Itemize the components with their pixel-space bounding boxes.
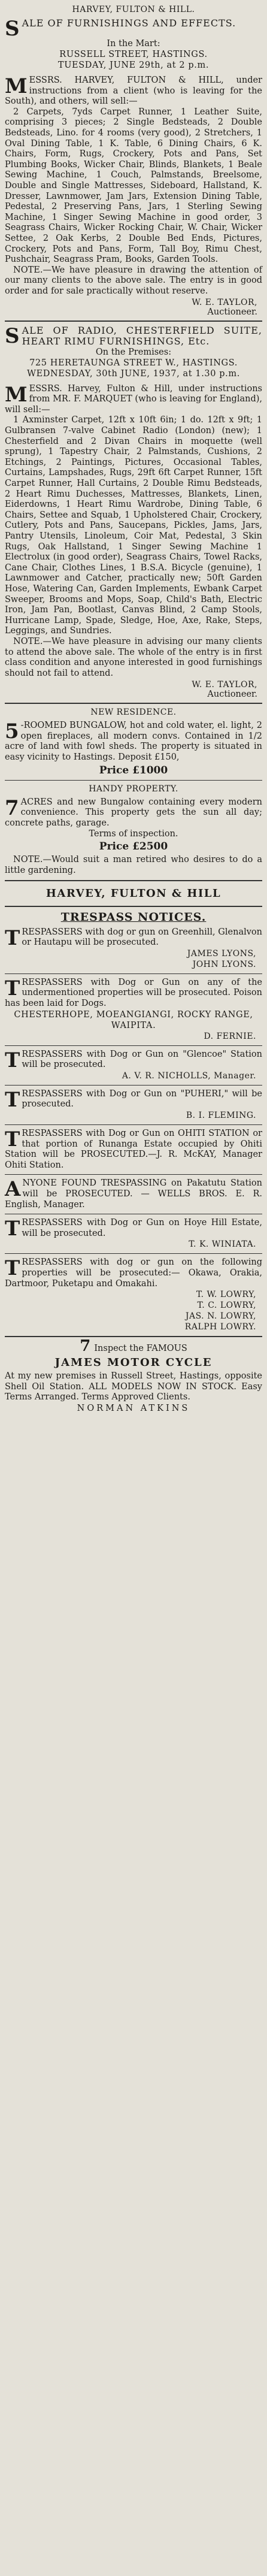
divider	[5, 703, 262, 704]
auction-ad-heretaunga-street	[5, 325, 262, 699]
drop-cap: T	[5, 1087, 20, 1112]
property-note: NOTE.—Would suit a man retired who desires to do a little gardening.	[5, 855, 262, 876]
divider	[5, 880, 262, 881]
drop-cap: M	[5, 74, 28, 98]
property-ad-handy	[5, 784, 262, 876]
divider	[5, 1085, 262, 1086]
sale-intro: M ESSRS. HARVEY, FULTON & HILL, under instructions from a client (who is leaving for the South), and others, will sell:—	[5, 74, 262, 107]
divider	[5, 906, 262, 907]
sale-items: 2 Carpets, 7yds Carpet Runner, 1 Leather Suite, comprising 3 pieces; 2 Single Bedsteads, 2 Double Bedsteads, Lino. for 4 rooms (very good), 2 Stretchers, 1 Oval Dining Table, 1 K. Table, 6 Dining Chairs, 6 K. Chairs, Form, Rugs, Crockery, Pots and Pans, Set Plumbing Books, Wicker Chair, Blinds, Blankets, 1 Beale Sewing Machine, 1 Couch, Palmstands, Breelsome, Double and Single Mattresses, Sideboard, Hallstand, K. Dresser, Lawnmower, Jam Jars, Extension Dining Table, Pedestal, 2 Preserving Pans, Jars, 1 Sterling Sewing Machine, 1 Singer Sewing Machine in good order, 3 Seagrass Chairs, Wicker Rocking Chair, W. Chair, Wicker Settee, 2 Oak Kerbs, 2 Double Bed Ends, Pictures, Crockery, Pots and Pans, Form, Tall Boy, Rimu Chest, Pushchair, Seagrass Pram, Books, Garden Tools.	[5, 107, 262, 265]
venue-address: RUSSELL STREET, HASTINGS.	[59, 50, 208, 59]
auctioneer-role: Auctioneer.	[207, 307, 257, 318]
sale-items: 1 Axminster Carpet, 12ft x 10ft 6in; 1 do. 12ft x 9ft; 1 Gulbransen 7-valve Cabinet Radio (London) (new); 1 Chesterfield and 2 Divan Chairs in moquette (well sprung), 1 Tapestry Chair, 2 Palmstands, Cushions, 2 Etchings, 2 Paintings, Pictures, Occasional Tables, Curtains, Lampshades, Rugs, 29ft 6ft Carpet Runner, 15ft Carpet Runner, Hall Curtains, 2 Double Rimu Bedsteads, 2 Heart Rimu Duchesses, Mattresses, Blankets, Linen, Eiderdowns, 1 Heart Rimu Wardrobe, Dining Table, 6 Chairs, Settee and Squab, 1 Upholstered Chair, Crockery, Cutlery, Pots and Pans, Saucepans, Pickles, Jams, Jars, Pantry Utensils, Linoleum, Coir Mat, Pedestal, 3 Skin Rugs, Oak Hallstand, 1 Singer Sewing Machine 1 Electrolux (in good order), Seagrass Chairs, Towel Racks, Cane Chair, Clothes Lines, 1 B.S.A. Bicycle (genuine), 1 Lawnmower and Catcher, practically new; 50ft Garden Hose, Watering Can, Garden Implements, Ewbank Carpet Sweeper, Brooms and Mops, Soap, Child's Bath, Electric Iron, Jam Pan, Bootlast, Canvas Blind, 2 Camp Stools, Hurricane Lamp, Spade, Sledge, Hoe, Axe, Rake, Steps, Leggings, and Sundries.	[5, 415, 262, 636]
sale-heading: S ALE OF FURNISHINGS AND EFFECTS.	[5, 17, 236, 41]
venue-address: 725 HERETAUNGA STREET W., HASTINGS.	[29, 358, 238, 368]
drop-cap: T	[5, 1127, 20, 1151]
divider	[5, 1336, 262, 1337]
motorcycle-ad	[5, 1337, 262, 1414]
notice-name: A. V. R. NICHOLLS, Manager.	[122, 1071, 256, 1081]
auctioneer-signature: W. E. TAYLOR,	[192, 298, 257, 308]
sale-intro: M ESSRS. Harvey, Fulton & Hill, under instructions from MR. F. MARQUET (who is leaving for England), will sell:—	[5, 382, 262, 415]
sale-note: NOTE.—We have pleasure in drawing the attention of our many clients to the above sale. The entry is in good order and for sale practically without reserve.	[5, 265, 262, 296]
trespass-notice: TRESPASSERS with Dog or Gun on OHITI STATION or that portion of Runanga Estate occupied by Ohiti Station will be PROSECUTED.—J. R. McKAY, Manager Ohiti Station.	[5, 1127, 262, 1170]
newspaper-column	[5, 0, 262, 1414]
drop-cap: M	[5, 382, 28, 407]
venue-label: In the Mart:	[107, 39, 160, 49]
trespass-notice: TRESPASSERS with Dog or Gun on "Glencoe" Station will be prosecuted. A. V. R. NICHOLLS, Manager.	[5, 1048, 262, 1081]
divider	[5, 780, 262, 781]
divider	[5, 1124, 262, 1125]
trespass-notices	[5, 911, 262, 1332]
drop-cap: 7	[5, 796, 19, 820]
auction-ad-russell-street	[5, 5, 262, 317]
property-price: Price £1000	[99, 764, 168, 776]
drop-cap: T	[5, 1048, 20, 1072]
notice-name: T. W. LOWRY,	[196, 1290, 256, 1300]
trespass-notice: TRESPASSERS with dog or gun on Greenhill, Glenalvon or Hautapu will be prosecuted. JAMES LYONS, JOHN LYONS.	[5, 926, 262, 969]
property-price: Price £2500	[99, 840, 168, 853]
ad-body: At my new premises in Russell Street, Hastings, opposite Shell Oil Station. ALL MODELS NOW IN STOCK. Easy Terms Arranged. Terms Approved Clients.	[5, 1371, 262, 1402]
property-ad-residence	[5, 708, 262, 776]
property-terms: Terms of inspection.	[89, 829, 178, 839]
auctioneer-role: Auctioneer.	[207, 690, 257, 700]
notice-name: JOHN LYONS.	[192, 959, 256, 969]
sale-date: TUESDAY, JUNE 29th, at 2 p.m.	[57, 61, 210, 70]
drop-cap: 7	[80, 1337, 91, 1356]
divider	[5, 1174, 262, 1175]
sale-heading: S ALE OF RADIO, CHESTERFIELD SUITE, HEART RIMU FURNISHINGS, Etc.	[5, 324, 262, 349]
divider	[5, 321, 262, 322]
divider	[5, 1045, 262, 1046]
drop-cap: A	[5, 1177, 21, 1202]
divider	[5, 1253, 262, 1254]
drop-cap: T	[5, 1256, 20, 1281]
property-title: HANDY PROPERTY.	[89, 784, 178, 794]
trespass-notice: TRESPASSERS with Dog or Gun on Hoye Hill Estate, will be prosecuted. T. K. WINIATA.	[5, 1217, 262, 1250]
notice-places: CHESTERHOPE, MOEANGIANGI, ROCKY RANGE, WAIPITA.	[14, 1009, 253, 1030]
drop-cap: T	[5, 1217, 20, 1241]
sale-date: WEDNESDAY, 30th JUNE, 1937, at 1.30 p.m.	[27, 368, 240, 379]
property-description: 7 ACRES and new Bungalow containing every modern convenience. This property gets the sun all day; concrete paths, garage.	[5, 796, 262, 828]
trespass-notice: TRESPASSERS with Dog or Gun on "PUHERI," will be prosecuted. B. I. FLEMING.	[5, 1087, 262, 1120]
auctioneer-banner: HARVEY, FULTON & HILL	[45, 887, 222, 900]
drop-cap: T	[5, 976, 20, 1000]
notice-name: B. I. FLEMING.	[186, 1110, 256, 1120]
notice-name: D. FERNIE.	[204, 1031, 256, 1041]
ad-intro: 7 Inspect the FAMOUS	[80, 1337, 187, 1356]
notice-name: JAMES LYONS,	[187, 948, 256, 959]
ad-signature: NORMAN ATKINS	[77, 1403, 190, 1413]
trespass-notice: TRESPASSERS with Dog or Gun on any of the undermentioned properties will be prosecuted. Poison has been laid for Dogs. CHESTERHOPE, MOEANGIANGI, ROCKY RANGE, WAIPITA. D. FERNIE.	[5, 976, 262, 1041]
notice-name: JAS. N. LOWRY,	[185, 1311, 256, 1322]
section-title: TRESPASS NOTICES.	[60, 910, 207, 924]
notice-name: T. K. WINIATA.	[189, 1239, 256, 1250]
auctioneer-header: HARVEY, FULTON & HILL.	[72, 5, 195, 14]
auctioneer-signature: W. E. TAYLOR,	[192, 680, 257, 690]
trespass-notice: ANYONE FOUND TRESPASSING on Pakatutu Station will be PROSECUTED. — WELLS BROS. E. R. English, Manager.	[5, 1177, 262, 1210]
trespass-notice: TRESPASSERS with dog or gun on the following properties will be prosecuted:— Okawa, Orakia, Dartmoor, Puketapu and Omakahi. T. W. LOWRY, T. C. LOWRY, JAS. N. LOWRY, RALPH LOWRY.	[5, 1256, 262, 1332]
property-description: 5 -ROOMED BUNGALOW, hot and cold water, el. light, 2 open fireplaces, all modern convs. Contained in 1/2 acre of land with fowl sheds. The property is situated in easy vicinity to Hastings. Deposit £150,	[5, 719, 262, 763]
notice-name: RALPH LOWRY.	[184, 1322, 256, 1332]
drop-cap: T	[5, 926, 20, 950]
drop-cap: 5	[5, 719, 19, 744]
brand-logo: JAMES MOTOR CYCLE	[54, 1356, 213, 1369]
sale-note: NOTE.—We have pleasure in advising our many clients to attend the above sale. The whole of the entry is in first class condition and anyone interested in good furnishings should not fail to attend.	[5, 636, 262, 678]
drop-cap: S	[5, 324, 20, 349]
divider	[5, 973, 262, 974]
venue-label: On the Premises:	[95, 347, 172, 357]
drop-cap: S	[5, 17, 20, 41]
property-title: NEW RESIDENCE.	[90, 708, 177, 718]
notice-name: T. C. LOWRY,	[197, 1301, 256, 1311]
